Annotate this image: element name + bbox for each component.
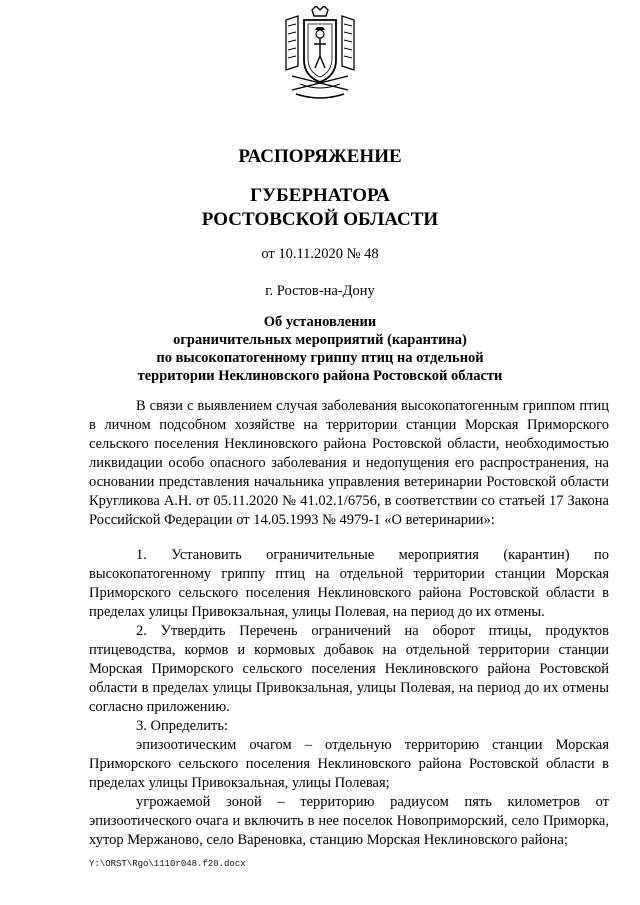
item-1-paragraph: 1. Установить ограничительные мероприятия (карантин) по высокопатогенному гриппу птиц на отдельной территории станции Морская Приморского сельского поселения Неклиновского района Ростовской области в пределах улицы Привокзальная, улицы Полевая, на период до их отмены. (89, 547, 609, 620)
document-date-number: от 10.11.2020 № 48 (261, 246, 379, 262)
item-3-subparagraph-focus: эпизоотическим очагом – отдельную территорию станции Морская Приморского сельского поселения Неклиновского района Ростовской области в пределах улицы Привокзальная, улицы Полевая; (89, 737, 609, 791)
subject-line: территории Неклиновского района Ростовской области (137, 368, 503, 384)
decree-items (89, 546, 609, 850)
preamble-paragraph: В связи с выявлением случая заболевания высокопатогенным гриппом птиц в личном подсобном хозяйстве на территории станции Морская Приморского сельского поселения Неклиновского района Ростовской области, необходимостью ликвидации особо опасного заболевания и недопущения его распространения, на основании представления начальника управления ветеринарии Ростовской области Кругликова А.Н. от 05.11.2020 № 41.02.1/6756, в соответствии со статьей 17 Закона Российской Федерации от 14.05.1993 № 4979-1 «О ветеринарии»: (89, 398, 609, 528)
issuer-title-line2: РОСТОВСКОЙ ОБЛАСТИ (201, 209, 439, 230)
issuer-title-line1: ГУБЕРНАТОРА (250, 185, 390, 206)
document-type-title: РАСПОРЯЖЕНИЕ (238, 146, 402, 167)
rostov-oblast-coat-of-arms-icon (278, 6, 362, 102)
file-path-footer: Y:\ORST\Rgo\1110r048.f20.docx (89, 859, 246, 869)
subject-line: по высокопатогенному гриппу птиц на отдельной (156, 350, 484, 366)
item-3-subparagraph-zone: угрожаемой зоной – территорию радиусом пять километров от эпизоотического очага и включить в нее поселок Новоприморский, село Приморка, хутор Мержаново, село Вареновка, станцию Морская Неклиновского района; (89, 794, 609, 848)
subject-line: ограничительных мероприятий (карантина) (173, 332, 467, 348)
preamble (89, 397, 609, 530)
item-3-paragraph: 3. Определить: (136, 718, 229, 734)
subject-line: Об установлении (263, 314, 377, 330)
item-2-paragraph: 2. Утвердить Перечень ограничений на оборот птицы, продуктов птицеводства, кормов и кормовых добавок на отдельной территории станции Морская Приморского сельского поселения Неклиновского района Ростовской области в пределах улицы Привокзальная, улицы Полевая, на период до их отмены согласно приложению. (89, 623, 609, 715)
document-subject (120, 313, 520, 385)
document-city: г. Ростов-на-Дону (265, 283, 375, 299)
